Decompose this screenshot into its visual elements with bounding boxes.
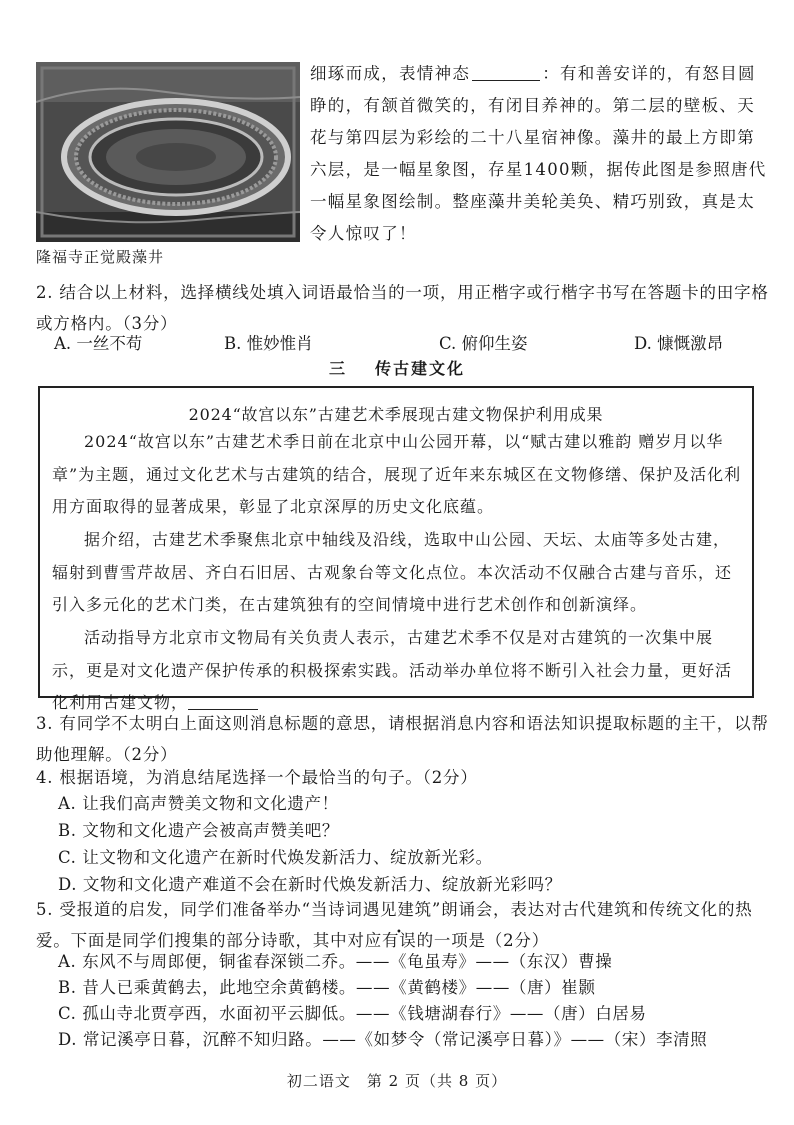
q2-option-d[interactable]: D. 慷慨激昂 <box>634 334 724 353</box>
section-title: 传古建文化 <box>375 359 466 378</box>
q2-option-a[interactable]: A. 一丝不苟 <box>54 334 143 353</box>
news-paragraph-1: 2024“故宫以东”古建艺术季日前在北京中山公园开幕，以“赋古建以雅韵 赠岁月以华章”为主题，通过文化艺术与古建筑的结合，展现了近年来东城区在文物修缮、保护及活化利用方面取得的显著成果，彰显了北京深厚的历史文化底蕴。 <box>52 432 742 516</box>
q4-option-a[interactable]: A. 让我们高声赞美文物和文化遗产！ <box>58 794 339 813</box>
news-box <box>38 386 754 712</box>
news-title: 2024“故宫以东”古建艺术季展现古建文物保护利用成果 <box>188 405 604 424</box>
q5-text-2: 的一项是（2分） <box>416 931 550 950</box>
caisson-image <box>36 62 300 242</box>
q5-option-c[interactable]: C. 孤山寺北贾亭西，水面初平云脚低。——《钱塘湖春行》——（唐）白居易 <box>58 1004 647 1023</box>
q2-option-b[interactable]: B. 惟妙惟肖 <box>224 334 313 353</box>
photo-caption: 隆福寺正觉殿藻井 <box>36 248 165 266</box>
news-paragraph-3-text: 活动指导方北京市文物局有关负责人表示，古建艺术季不仅是对古建筑的一次集中展示，更是对文化遗产保护传承的积极探索实践。活动举办单位将不断引入社会力量，更好活化利用古建文物， <box>52 628 733 712</box>
q5-option-d[interactable]: D. 常记溪亭日暮，沉醉不知归路。——《如梦令（常记溪亭日暮）》——（宋）李清照 <box>58 1030 708 1049</box>
section-number: 三 <box>328 359 347 378</box>
q5-option-b[interactable]: B. 昔人已乘黄鹤去，此地空余黄鹤楼。——《黄鹤楼》——（唐）崔颢 <box>58 978 596 997</box>
intro-text-part2: ：有和善安详的，有怒目圆睁的，有颔首微笑的，有闭目养神的。第二层的壁板、天花与第四层为彩绘的二十八星宿神像。藻井的最上方即第六层，是一幅星象图，存星1400颗，据传此图是参照唐代一幅星象图绘制。整座藻井美轮美奂、精巧别致，真是太令人惊叹了！ <box>310 64 767 243</box>
question-2-options <box>54 330 754 354</box>
q4-option-d[interactable]: D. 文物和文化遗产难道不会在新时代焕发新活力、绽放新光彩吗？ <box>58 875 562 894</box>
question-4: 4. 根据语境，为消息结尾选择一个最恰当的句子。（2分） <box>36 768 478 787</box>
news-paragraph-3 <box>52 622 742 720</box>
q4-option-c[interactable]: C. 让文物和文化遗产在新时代焕发新活力、绽放新光彩。 <box>58 848 493 867</box>
q2-option-c[interactable]: C. 俯仰生姿 <box>439 334 528 353</box>
caisson-photo <box>36 62 300 242</box>
page-footer: 初二语文 第 2 页（共 8 页） <box>286 1072 508 1090</box>
question-3: 3. 有同学不太明白上面这则消息标题的意思，请根据消息内容和语法知识提取标题的主干，以帮助他理解。（2分） <box>36 714 769 764</box>
answer-blank[interactable] <box>472 64 540 81</box>
question-5 <box>36 894 776 956</box>
q5-text-1: 5. 受报道的启发，同学们准备举办“当诗词遇见建筑”朗诵会，表达对古代建筑和传统文化的热爱。下面是同学们搜集的部分诗歌，其中对应 <box>36 900 753 950</box>
intro-paragraph <box>310 58 772 250</box>
q5-emphasis: 有误 <box>382 931 417 950</box>
q5-option-a[interactable]: A. 东风不与周郎便，铜雀春深锁二乔。——《龟虽寿》——（东汉）曹操 <box>58 952 613 971</box>
section-heading <box>0 356 794 379</box>
intro-text-part1: 细琢而成，表情神态 <box>310 64 471 83</box>
question-2: 2. 结合以上材料，选择横线处填入词语最恰当的一项，用正楷字或行楷字书写在答题卡的田字格或方格内。（3分） <box>36 283 769 333</box>
news-paragraph-2: 据介绍，古建艺术季聚焦北京中轴线及沿线，选取中山公园、天坛、太庙等多处古建，辐射到曹雪芹故居、齐白石旧居、古观象台等文化点位。本次活动不仅融合古建与音乐，还引入多元化的艺术门类，在古建筑独有的空间情境中进行艺术创作和创新演绎。 <box>52 530 733 614</box>
q4-option-b[interactable]: B. 文物和文化遗产会被高声赞美吧？ <box>58 821 339 840</box>
